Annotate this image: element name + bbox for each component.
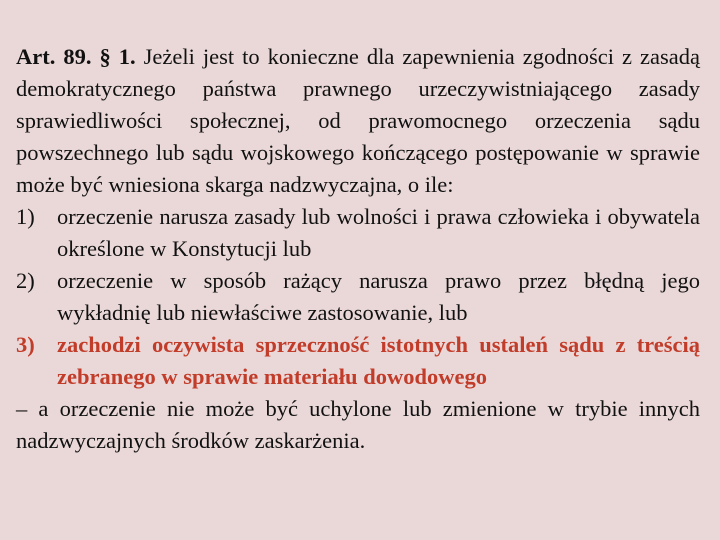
list-item-3-highlighted: [16, 329, 700, 393]
list-item-text: orzeczenie w sposób rażący narusza prawo przez błędną jego wykładnię lub niewłaściwe zastosowanie, lub: [57, 268, 700, 325]
list-item-number: 3): [16, 332, 35, 357]
conditions-list: [16, 201, 700, 393]
closing-paragraph: – a orzeczenie nie może być uchylone lub zmienione w trybie innych nadzwyczajnych środków zaskarżenia.: [16, 396, 700, 453]
list-item-number: 2): [16, 268, 35, 293]
list-item-text: zachodzi oczywista sprzeczność istotnych ustaleń sądu z treścią zebranego w sprawie materiału dowodowego: [57, 332, 700, 389]
list-item-1: [16, 201, 700, 265]
list-item-2: [16, 265, 700, 329]
article-intro-text: Jeżeli jest to konieczne dla zapewnienia zgodności z zasadą demokratycznego państwa prawnego urzeczywistniającego zasady sprawiedliwości społecznej, od prawomocnego orzeczenia sądu powszechnego lub sądu wojskowego kończącego postępowanie w sprawie może być wniesiona skarga nadzwyczajna, o ile:: [16, 44, 700, 197]
article-intro-paragraph: [16, 41, 700, 201]
list-item-number: 1): [16, 204, 35, 229]
article-heading: Art. 89. § 1.: [16, 44, 136, 69]
list-item-text: orzeczenie narusza zasady lub wolności i prawa człowieka i obywatela określone w Konstytucji lub: [57, 204, 700, 261]
